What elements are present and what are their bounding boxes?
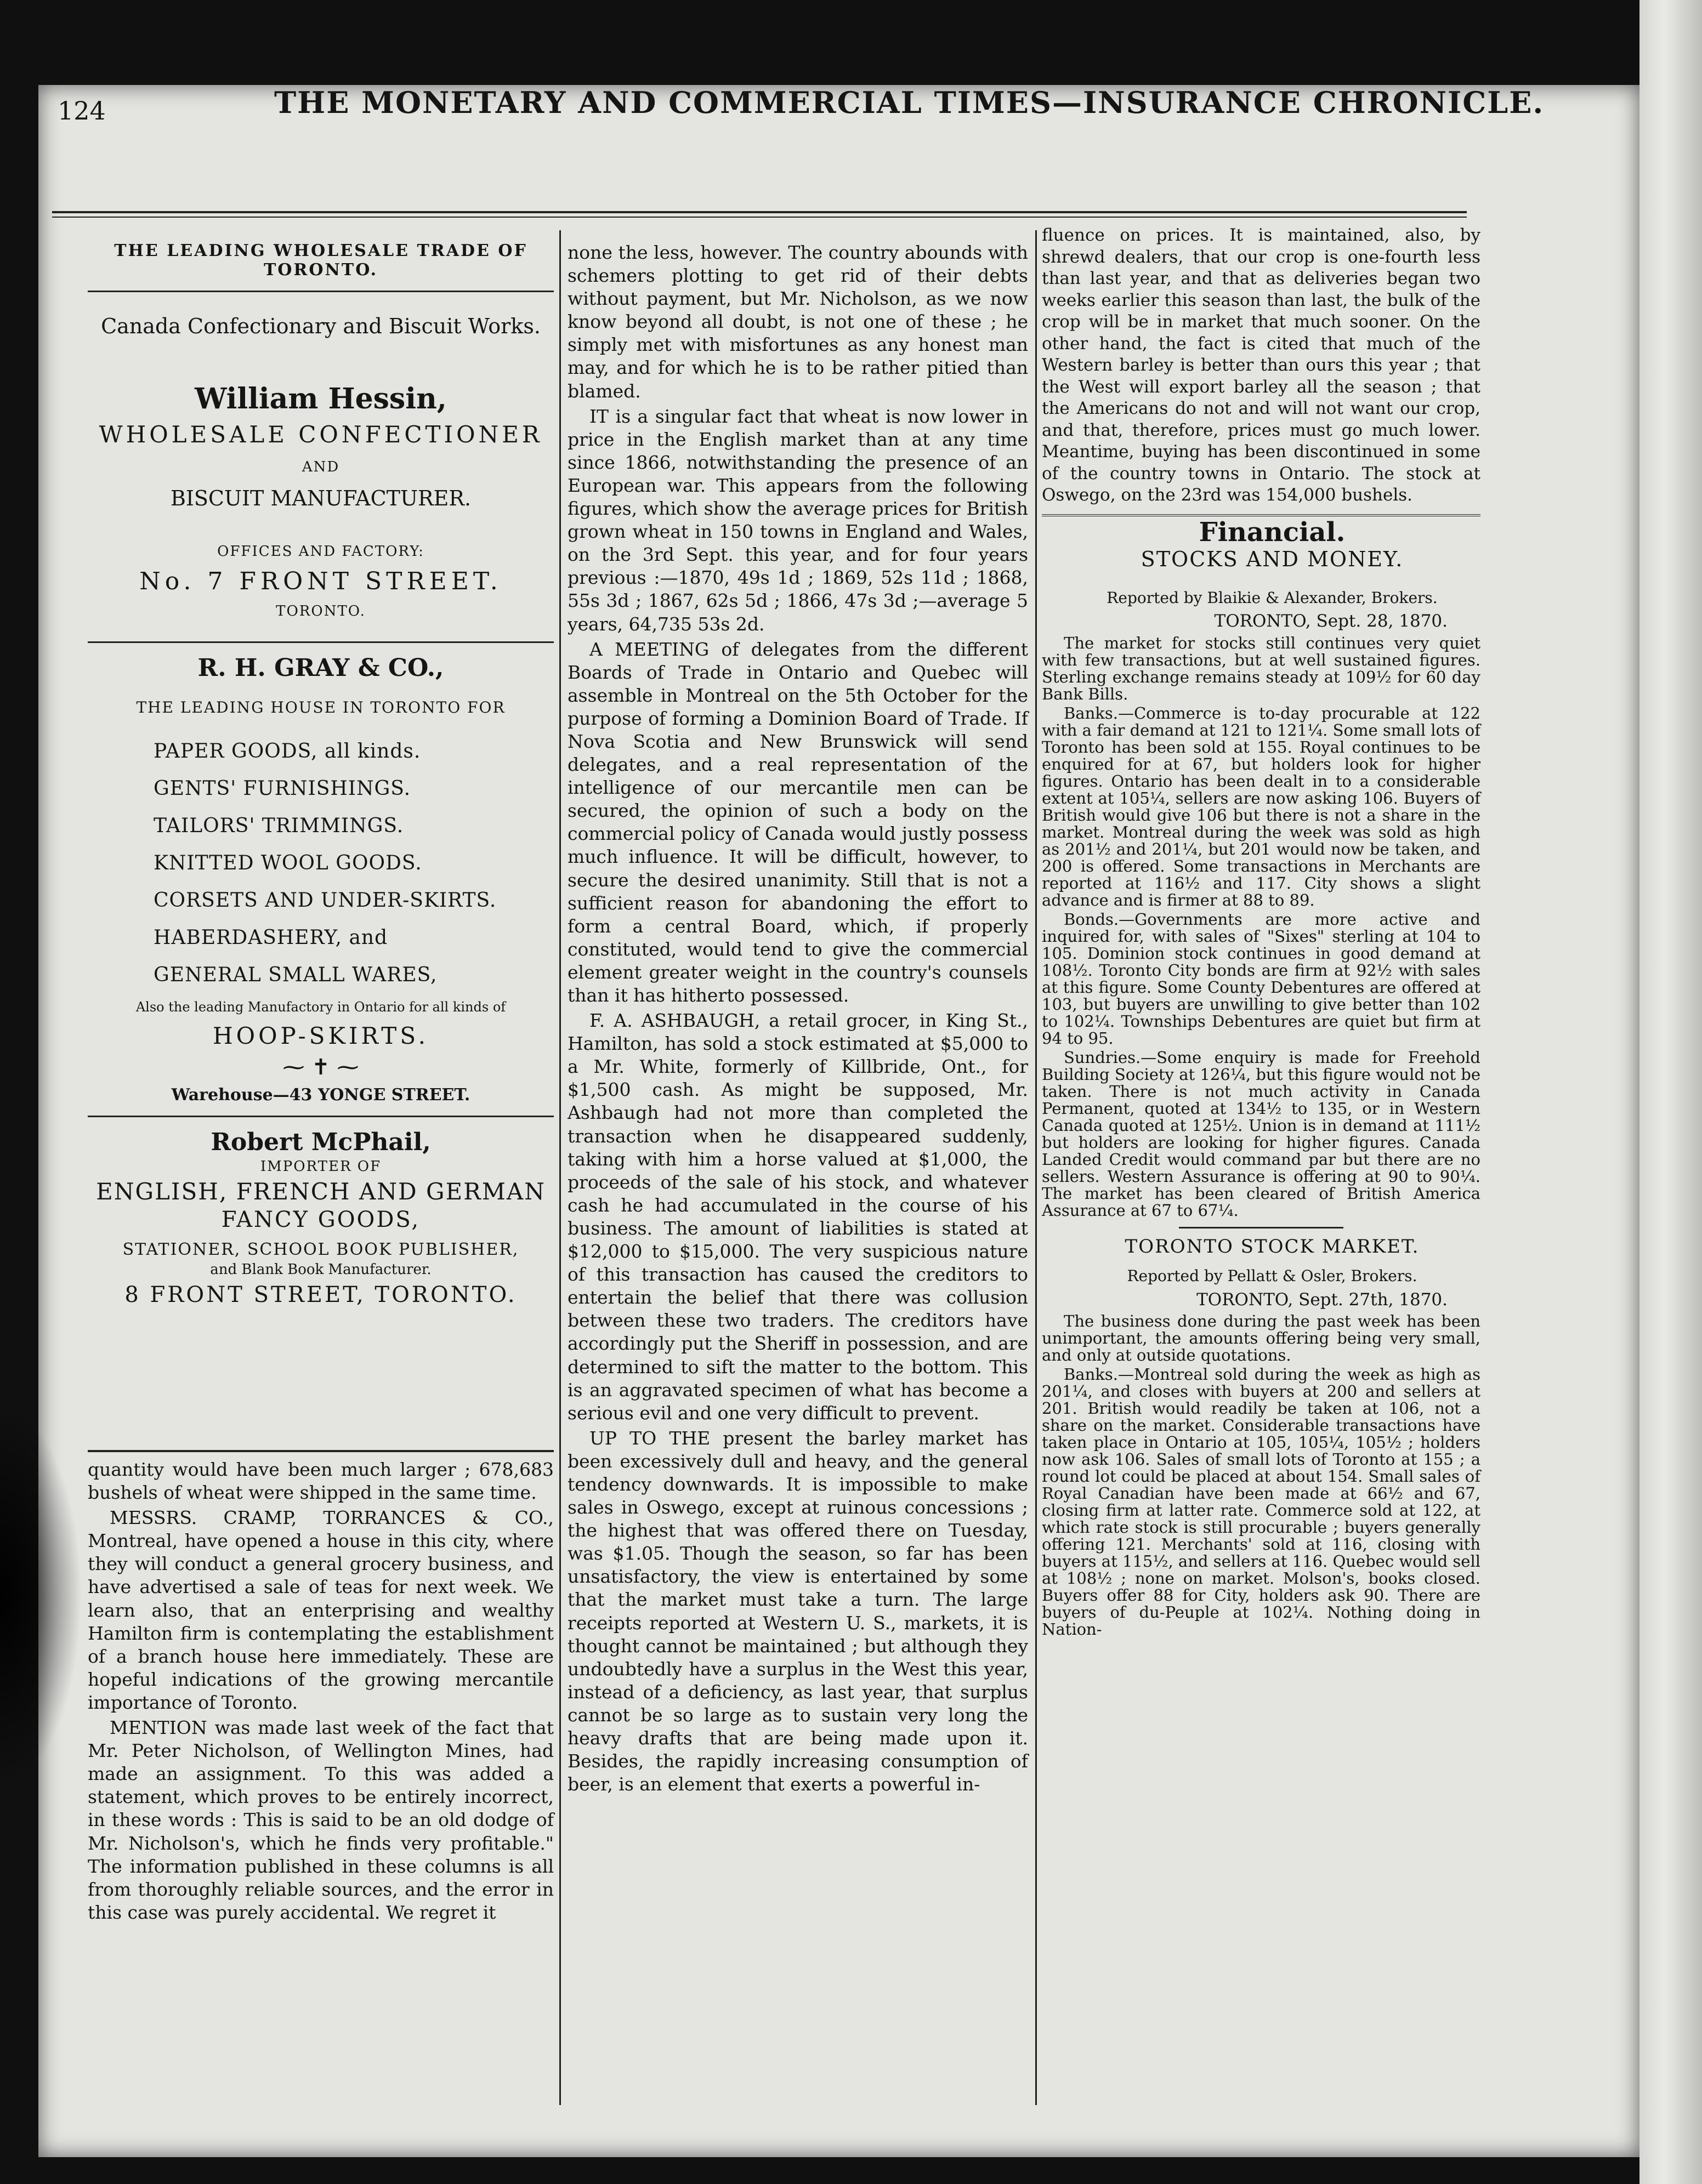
paragraph: A MEETING of delegates from the different Boards of Trade in Ontario and Quebec will assemble in Montreal on the 5th October for the purpose of forming a Dominion Board of Trade. If Nova Scotia and New Brunswick will send delegates, and a real representation of the intelligence of our mercantile men can be secured, the opinion of such a body on the commercial policy of Canada would justly possess much influence. It will be difficult, however, to secure the desired unanimity. Still that is not a sufficient reason for abandoning the effort to form a central Board, which, if properly constituted, would tend to give the commercial element greater weight in the country's counsels than it has hitherto possessed. (568, 638, 1028, 1006)
advertisement-column (88, 241, 554, 1307)
mcphail-goods1: ENGLISH, FRENCH AND GERMAN (96, 1178, 546, 1205)
column-1-news (88, 1458, 554, 1926)
ad-bottom-rule (88, 1450, 554, 1452)
divider (88, 1116, 554, 1117)
gray-note: Also the leading Manufactory in Ontario for all kinds of (135, 999, 506, 1015)
header-rule-thin (52, 217, 1467, 218)
mcphail-address: 8 FRONT STREET, TORONTO. (124, 1282, 517, 1307)
divider (1042, 514, 1480, 516)
hessin-offices: OFFICES AND FACTORY: (217, 543, 424, 560)
header-rule (52, 211, 1467, 213)
divider (1179, 1227, 1343, 1228)
column-3 (1042, 225, 1480, 1640)
paragraph: Bonds.—Governments are more active and inquired for, with sales of "Sixes" sterling at 104 to 105. Dominion stock continues in good demand at 108½. Toronto City bonds are firm at 92½ with sales at this figure. Some County Debentures are offered at 103, but buyers are unwilling to give better than 102 to 102¼. Townships Debentures are quiet but firm at 94 to 95. (1042, 909, 1480, 1048)
hessin-and: AND (302, 459, 340, 475)
hessin-city: TORONTO. (276, 603, 366, 619)
ad-section-title: THE LEADING WHOLESALE TRADE OF TORONTO. (114, 241, 527, 280)
market-heading: TORONTO STOCK MARKET. (1125, 1235, 1420, 1258)
paragraph: MENTION was made last week of the fact that Mr. Peter Nicholson, of Wellington Mines, had made an assignment. To this was added a statement, which proves to be entirely incorrect, in these words : This is said to be an old dodge of Mr. Nicholson's, which he finds very profitable." The information published in these columns is all from thoroughly reliable sources, and the error in this case was purely accidental. We regret it (88, 1717, 554, 1923)
column-rule-1 (559, 230, 561, 2105)
gray-product: HOOP-SKIRTS. (213, 1022, 429, 1049)
mcphail-goods2: FANCY GOODS, (221, 1207, 421, 1232)
paragraph: The business done during the past week has been unimportant, the amounts offering being very small, and only at outside quotations. (1042, 1312, 1480, 1364)
column-rule-2 (1035, 230, 1037, 2105)
gray-item: KNITTED WOOL GOODS. (154, 852, 422, 874)
column-2 (568, 241, 1028, 1798)
gray-name: R. H. GRAY & CO., (197, 654, 444, 682)
gray-item: PAPER GOODS, all kinds. (154, 740, 421, 763)
page-edge (1639, 0, 1702, 2184)
paragraph: quantity would have been much larger ; 678,683 bushels of wheat were shipped in the same time. (88, 1459, 554, 1504)
page-number: 124 (58, 96, 106, 126)
paragraph: IT is a singular fact that wheat is now lower in price in the English market than at any time since 1866, notwithstanding the presence of an European war. This appears from the following figures, which show the average prices for British grown wheat in 150 towns in England and Wales, on the 3rd Sept. this year, and for four years previous :—1870, 49s 1d ; 1869, 52s 11d ; 1868, 55s 3d ; 1867, 62s 5d ; 1866, 47s 3d ;—average 5 years, 64,735 53s 2d. (568, 405, 1028, 635)
stocks-dateline: TORONTO, Sept. 28, 1870. (1214, 611, 1448, 631)
hessin-name: William Hessin, (195, 382, 447, 416)
market-dateline: TORONTO, Sept. 27th, 1870. (1196, 1289, 1448, 1310)
gray-tagline: THE LEADING HOUSE IN TORONTO FOR (136, 698, 506, 716)
hessin-trade2: BISCUIT MANUFACTURER. (170, 486, 472, 510)
mcphail-name: Robert McPhail, (211, 1128, 431, 1156)
mcphail-trade: STATIONER, SCHOOL BOOK PUBLISHER, (122, 1240, 519, 1259)
financial-section-title: Financial. (1199, 516, 1346, 548)
gray-product-list (88, 733, 554, 994)
gray-item: GENERAL SMALL WARES, (154, 964, 438, 986)
hessin-address: No. 7 FRONT STREET. (139, 567, 502, 595)
mcphail-trade2: and Blank Book Manufacturer. (210, 1261, 432, 1278)
paragraph: Sundries.—Some enquiry is made for Freehold Building Society at 126¼, but this figure would not be taken. There is not much activity in Canada Permanent, quoted at 134½ to 135, or in Western Canada quoted at 125½. Union is in demand at 111½ but holders are looking for higher figures. Canada Landed Credit would command par but there are no sellers. Western Assurance is offering at 90 to 90¼. The market has been cleared of British America Assurance at 67 to 67¼. (1042, 1048, 1480, 1220)
hessin-trade: WHOLESALE CONFECTIONER (99, 421, 543, 448)
gray-item: TAILORS' TRIMMINGS. (154, 815, 404, 837)
paragraph: UP TO THE present the barley market has been excessively dull and heavy, and the general tendency downwards. It is impossible to make sales in Oswego, except at ruinous concessions ; the highest that was offered there on Tuesday, was $1.05. Though the season, so far has been unsatisfactory, the view is entertained by some that the market must take a turn. The large receipts reported at Western U. S., markets, it is thought cannot be maintained ; but although they undoubtedly have a surplus in the West this year, instead of a deficiency, as last year, that surplus cannot be so large as to sustain very long the heavy drafts that are being made upon it. Besides, the rapidly increasing consumption of beer, is an element that exerts a powerful in- (568, 1427, 1028, 1795)
paragraph: fluence on prices. It is maintained, also, by shrewd dealers, that our crop is one-fourth less than last year, and that as deliveries began two weeks earlier this season than last, the bulk of the crop will be in market that much sooner. On the other hand, the fact is cited that much of the Western barley is better than ours this year ; that the West will export barley all the season ; that the Americans do not and will not want our crop, and that, therefore, prices must go much lower. Meantime, buying has been discontinued in some of the country towns in Ontario. The stock at Oswego, on the 23rd was 154,000 bushels. (1042, 225, 1480, 505)
hessin-works: Canada Confectionary and Biscuit Works. (101, 314, 541, 338)
divider (88, 291, 554, 292)
ornament-icon: ⁓ ✝ ⁓ (282, 1055, 359, 1080)
gray-item: GENTS' FURNISHINGS. (154, 777, 411, 800)
stocks-byline: Reported by Blaikie & Alexander, Brokers. (1107, 588, 1438, 607)
gray-item: CORSETS AND UNDER-SKIRTS. (154, 889, 497, 912)
paragraph: Banks.—Commerce is to-day procurable at 122 with a fair demand at 121 to 121¼. Some small lots of Toronto has been sold at 155. Royal continues to be enquired for at 67, but holders look for higher figures. Ontario has been dealt in to a considerable extent at 105¼, sellers are now asking 106. Buyers of British would give 106 but there is not a share in the market. Montreal during the week was sold as high as 201½ and 201¼, but 201 would now be taken, and 200 is offered. Some transactions in Merchants are reported at 116½ and 117. City shows a slight advance and is firmer at 88 to 89. (1042, 703, 1480, 909)
paragraph: F. A. ASHBAUGH, a retail grocer, in King St., Hamilton, has sold a stock estimated at $5,000 to a Mr. White, formerly of Killbride, Ont., for $1,500 cash. As might be supposed, Mr. Ashbaugh had not more than completed the transaction when he disappeared suddenly, taking with him a horse valued at $1,000, the proceeds of the sale of his stock, and whatever cash he had accumulated in the course of his business. The amount of liabilities is stated at $12,000 to $15,000. The very suspicious nature of this transaction has caused the creditors to entertain the belief that there was collusion between these two traders. The creditors have accordingly put the Sheriff in possession, and are determined to sift the matter to the bottom. This is an aggravated specimen of what has become a serious evil and one very difficult to prevent. (568, 1010, 1028, 1424)
divider (88, 641, 554, 643)
binding-shadow (0, 1403, 82, 1787)
running-title: THE MONETARY AND COMMERCIAL TIMES—INSURANCE CHRONICLE. (274, 85, 1545, 120)
paragraph: Banks.—Montreal sold during the week as high as 201¼, and closes with buyers at 200 and sellers at 201. British would readily be taken at 106, not a share on the market. Considerable transactions have taken place in Ontario at 105, 105¼, 105½ ; holders now ask 106. Sales of small lots of Toronto at 155 ; a round lot could be placed at about 154. Small sales of Royal Canadian have been made at 66½ and 67, closing firm at latter rate. Commerce sold at 122, at which rate stock is still procurable ; buyers generally offering 121. Merchants' sold at 116, closing with buyers at 115½, and sellers at 116. Quebec would sell at 108½ ; none on market. Molson's, books closed. Buyers offer 88 for City, holders ask 90. There are buyers of du-Peuple at 102¼. Nothing doing in Nation- (1042, 1365, 1480, 1639)
paragraph: none the less, however. The country abounds with schemers plotting to get rid of their debts without payment, but Mr. Nicholson, as we now know beyond all doubt, is not one of these ; he simply met with misfortunes as any honest man may, and for which he is to be rather pitied than blamed. (568, 242, 1028, 402)
market-byline: Reported by Pellatt & Osler, Brokers. (1127, 1267, 1417, 1285)
paragraph: The market for stocks still continues very quiet with few transactions, but at well sustained figures. Sterling exchange remains steady at 109½ for 60 day Bank Bills. (1042, 633, 1480, 703)
mcphail-role: IMPORTER OF (260, 1158, 382, 1175)
stocks-heading: STOCKS AND MONEY. (1141, 547, 1404, 571)
gray-warehouse: Warehouse—43 YONGE STREET. (171, 1085, 470, 1105)
gray-item: HABERDASHERY, and (154, 926, 388, 949)
paragraph: MESSRS. CRAMP, TORRANCES & CO., Montreal, have opened a house in this city, where they will conduct a general grocery business, and have advertised a sale of teas for next week. We learn also, that an enterprising and wealthy Hamilton firm is contemplating the establishment of a branch house here immediately. These are hopeful indications of the growing mercantile importance of Toronto. (88, 1507, 554, 1713)
